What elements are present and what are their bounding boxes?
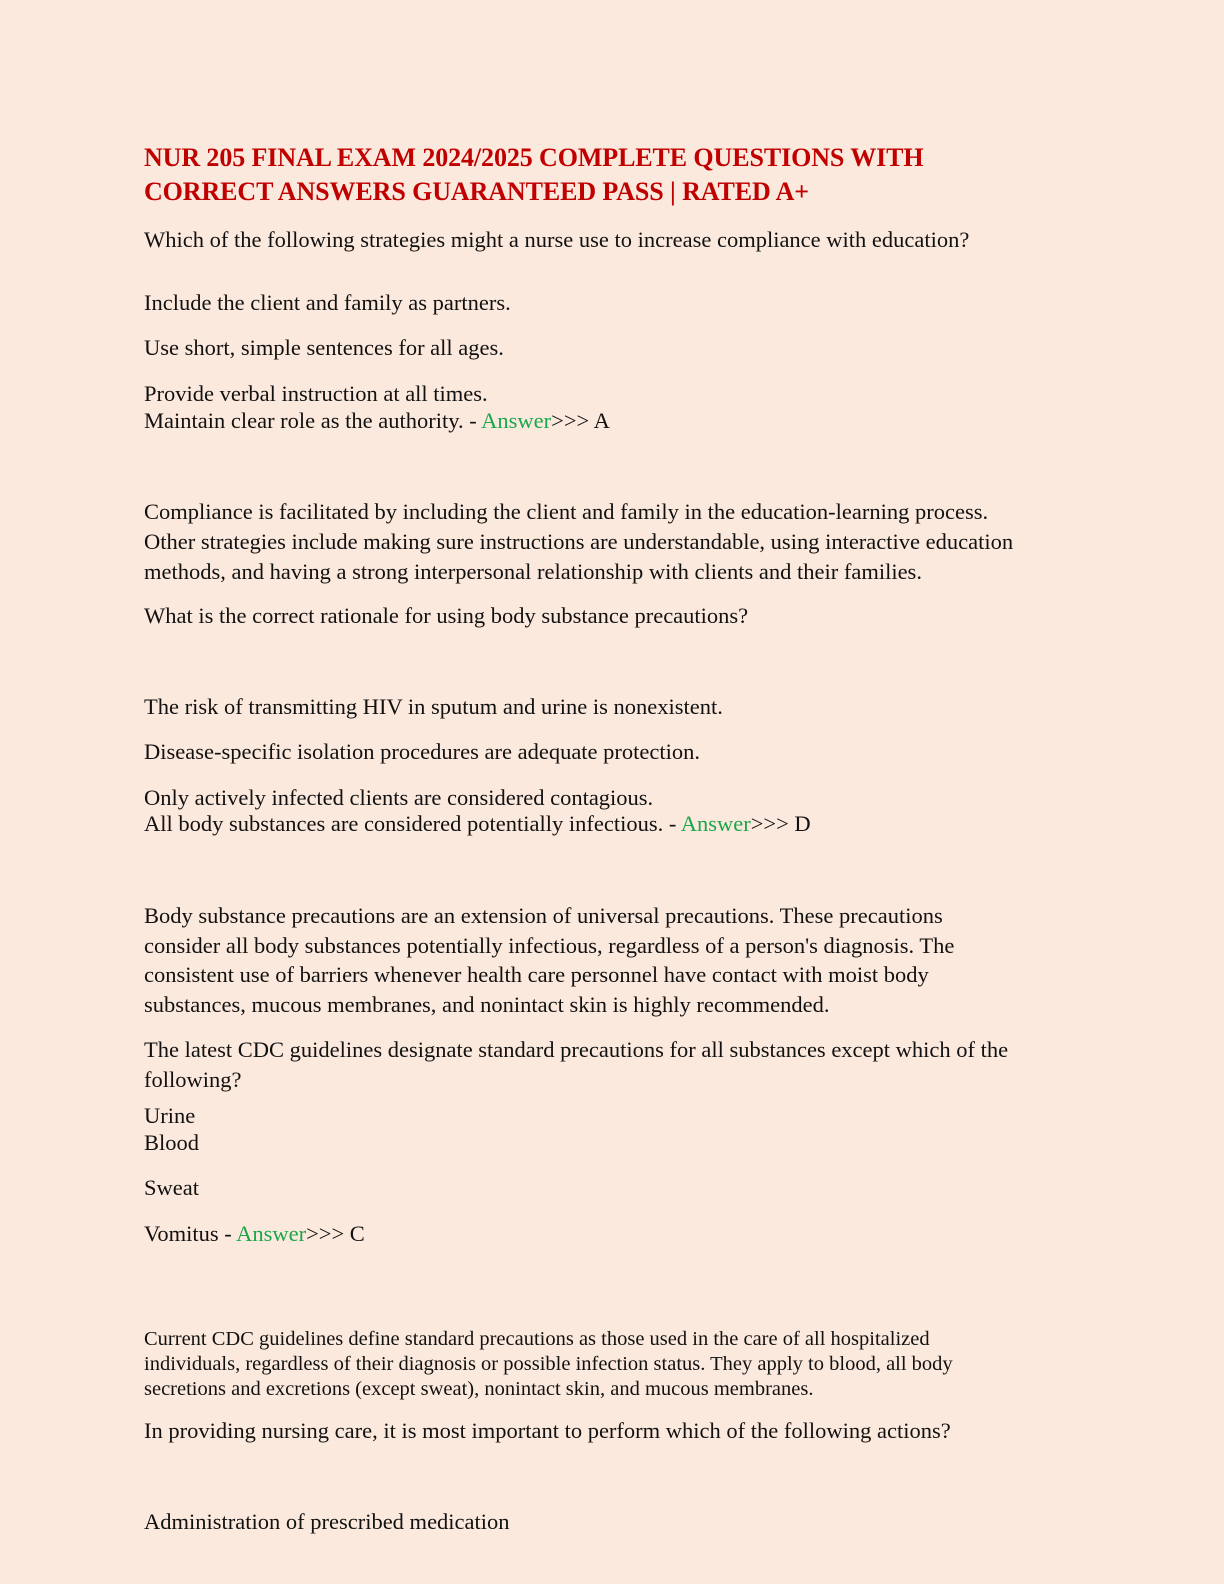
q2-option-c: Only actively infected clients are considered contagious.	[144, 785, 654, 810]
q3-option-d: Vomitus -	[144, 1221, 237, 1246]
q2-rationale-line-2: consider all body substances potentially infectious, regardless of a person's diagnosis. The	[144, 933, 955, 958]
q2-answer-label: Answer	[680, 811, 751, 836]
q1-option-c: Provide verbal instruction at all times.	[144, 381, 488, 406]
q2-answer-letter: >>> D	[750, 811, 811, 836]
q2-question: What is the correct rationale for using body substance precautions?	[144, 603, 749, 628]
q1-rationale-line-2: Other strategies include making sure instructions are understandable, using interactive education	[144, 529, 1014, 554]
q1-rationale-line-1: Compliance is facilitated by including the client and family in the education-learning process.	[144, 499, 989, 524]
q1-option-d: Maintain clear role as the authority. -	[144, 408, 482, 433]
q3-option-a: Urine	[144, 1103, 196, 1128]
q3-question-line-2: following?	[144, 1067, 242, 1092]
q4-option-a: Administration of prescribed medication	[144, 1509, 510, 1534]
document-page	[144, 0, 1074, 1584]
q3-question-line-1: The latest CDC guidelines designate standard precautions for all substances except which of the	[144, 1037, 1009, 1062]
q3-option-c: Sweat	[144, 1175, 199, 1200]
q2-rationale-line-4: substances, mucous membranes, and nonintact skin is highly recommended.	[144, 992, 830, 1017]
q3-option-d-with-answer	[144, 1219, 365, 1249]
q2-rationale-line-1: Body substance precautions are an extension of universal precautions. These precautions	[144, 903, 943, 928]
q1-option-a: Include the client and family as partners.	[144, 290, 511, 315]
q1-question: Which of the following strategies might a nurse use to increase compliance with education?	[144, 227, 970, 252]
q1-option-b: Use short, simple sentences for all ages.	[144, 335, 504, 360]
q3-answer-letter: >>> C	[306, 1221, 365, 1246]
q3-rationale-line-2: individuals, regardless of their diagnosis or possible infection status. They apply to blood, all body	[144, 1353, 953, 1375]
q3-rationale-line-1: Current CDC guidelines define standard precautions as those used in the care of all hospitalized	[144, 1328, 930, 1350]
q3-rationale-line-3: secretions and excretions (except sweat), nonintact skin, and mucous membranes.	[144, 1378, 814, 1400]
q2-option-b: Disease-specific isolation procedures are adequate protection.	[144, 739, 701, 764]
q1-answer-letter: >>> A	[551, 408, 610, 433]
q4-question: In providing nursing care, it is most important to perform which of the following actions?	[144, 1418, 951, 1443]
q1-answer-label: Answer	[481, 408, 552, 433]
q1-option-d-with-answer	[144, 406, 610, 436]
document-title-line-2: CORRECT ANSWERS GUARANTEED PASS | RATED A+	[144, 177, 810, 206]
q1-rationale-line-3: methods, and having a strong interpersonal relationship with clients and their families.	[144, 559, 922, 584]
q3-option-b: Blood	[144, 1130, 200, 1155]
q2-option-a: The risk of transmitting HIV in sputum and urine is nonexistent.	[144, 694, 723, 719]
q3-answer-label: Answer	[236, 1221, 307, 1246]
q2-option-d: All body substances are considered potentially infectious. -	[144, 811, 681, 836]
q2-rationale-line-3: consistent use of barriers whenever health care personnel have contact with moist body	[144, 962, 929, 987]
document-title-line-1: NUR 205 FINAL EXAM 2024/2025 COMPLETE QUESTIONS WITH	[144, 143, 924, 172]
q2-option-d-with-answer	[144, 809, 811, 839]
